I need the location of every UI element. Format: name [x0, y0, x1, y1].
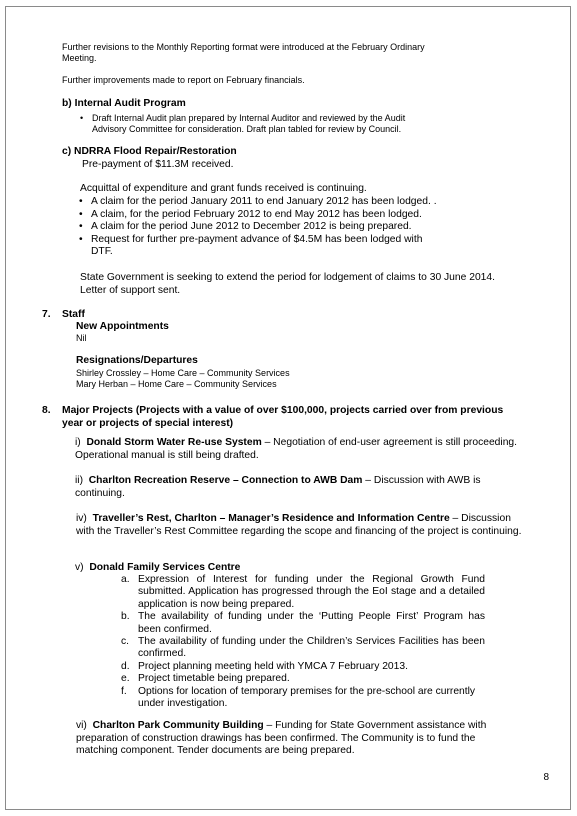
- ndrra-state-government: State Government is seeking to extend the period for lodgement of claims to 30 June 2014. Letter of support sent.: [80, 272, 495, 296]
- page-number: 8: [543, 772, 549, 783]
- project-marker: v): [75, 562, 84, 573]
- internal-audit-list: [80, 113, 420, 135]
- project-marker: ii): [75, 475, 84, 486]
- intro-paragraph-2: Further improvements made to report on February financials.: [62, 75, 305, 85]
- new-appointments-value: Nil: [76, 333, 87, 343]
- section-title: Major Projects (Projects with a value of over $100,000, projects carried over from previous year or projects of special interest): [62, 405, 504, 429]
- section-number: 7.: [42, 309, 51, 320]
- ndrra-claim-item: • A claim for the period June 2012 to December 2012 is being prepared.: [79, 221, 464, 234]
- project-title: Charlton Park Community Building: [92, 720, 264, 731]
- project-subitem: f. Options for location of temporary premises for the pre-school are currently under investigation.: [121, 685, 476, 710]
- project-item: [76, 513, 531, 538]
- project-item: [75, 475, 515, 500]
- resignations-heading: Resignations/Departures: [76, 355, 198, 366]
- section-title: Staff: [62, 309, 85, 320]
- project-marker: vi): [76, 720, 87, 731]
- ndrra-heading: c) NDRRA Flood Repair/Restoration: [62, 146, 237, 157]
- internal-audit-bullet: • Draft Internal Audit plan prepared by Internal Auditor and reviewed by the Audit Advisory Committee for consideration. Draft plan tabled for review by Council.: [80, 113, 420, 135]
- project-subitem: d. Project planning meeting held with YMCA 7 February 2013.: [121, 660, 408, 672]
- project-subitem: e. Project timetable being prepared.: [121, 673, 290, 685]
- ndrra-claim-item: • A claim for the period January 2011 to end January 2012 has been lodged. .: [79, 196, 464, 209]
- project-text: – Discussion with the Traveller’s Rest Committee regarding the scope and financing of the project is continuing.: [76, 513, 522, 537]
- resignation-entry: Mary Herban – Home Care – Community Services: [76, 379, 277, 389]
- project-title: Traveller’s Rest, Charlton – Manager’s Residence and Information Centre: [92, 513, 450, 524]
- project-subitem: a. Expression of Interest for funding under the Regional Growth Fund submitted. Application has progressed through the EoI stage and a detailed application is now being prepared.: [121, 574, 485, 610]
- project-text: – Negotiation of end-user agreement is still proceeding. Operational manual is still being drafted.: [75, 437, 518, 461]
- project-item: [76, 720, 516, 758]
- project-subitem: b. The availability of funding under the ‘Putting People First’ Program has been confirmed.: [121, 611, 485, 635]
- project-title: Donald Family Services Centre: [89, 562, 241, 573]
- resignation-entry: Shirley Crossley – Home Care – Community Services: [76, 368, 290, 378]
- staff-heading: [42, 309, 242, 322]
- project-title: Donald Storm Water Re-use System: [86, 437, 262, 448]
- projects-heading: [42, 404, 522, 430]
- project-text: – Discussion with AWB is continuing.: [75, 475, 481, 499]
- project-item: [75, 562, 495, 575]
- section-number: 8.: [42, 405, 51, 416]
- ndrra-claim-item: • A claim, for the period February 2012 to end May 2012 has been lodged.: [79, 209, 464, 222]
- ndrra-prepayment: Pre-payment of $11.3M received.: [82, 159, 234, 170]
- ndrra-claim-item: • Request for further pre-payment advance of $4.5M has been lodged with DTF.: [79, 234, 446, 259]
- project-item: [75, 437, 535, 462]
- intro-paragraph-1: Further revisions to the Monthly Reporting format were introduced at the February Ordinary Meeting.: [62, 42, 425, 63]
- project-subitem: c. The availability of funding under the Children’s Services Facilities has been confirmed.: [121, 636, 485, 660]
- project-marker: iv): [76, 513, 87, 524]
- project-title: Charlton Recreation Reserve – Connection to AWB Dam: [88, 475, 363, 486]
- project-marker: i): [75, 437, 81, 448]
- ndrra-claims-list: [79, 196, 464, 259]
- internal-audit-heading: b) Internal Audit Program: [62, 98, 186, 109]
- new-appointments-heading: New Appointments: [76, 321, 169, 332]
- ndrra-acquittal: Acquittal of expenditure and grant funds received is continuing.: [80, 183, 367, 194]
- project-subitems: [121, 574, 485, 710]
- project-text: – Funding for State Government assistance with preparation of construction drawings has been confirmed. The Community is to fund the matching component. Tender documents are being prepared.: [76, 720, 487, 756]
